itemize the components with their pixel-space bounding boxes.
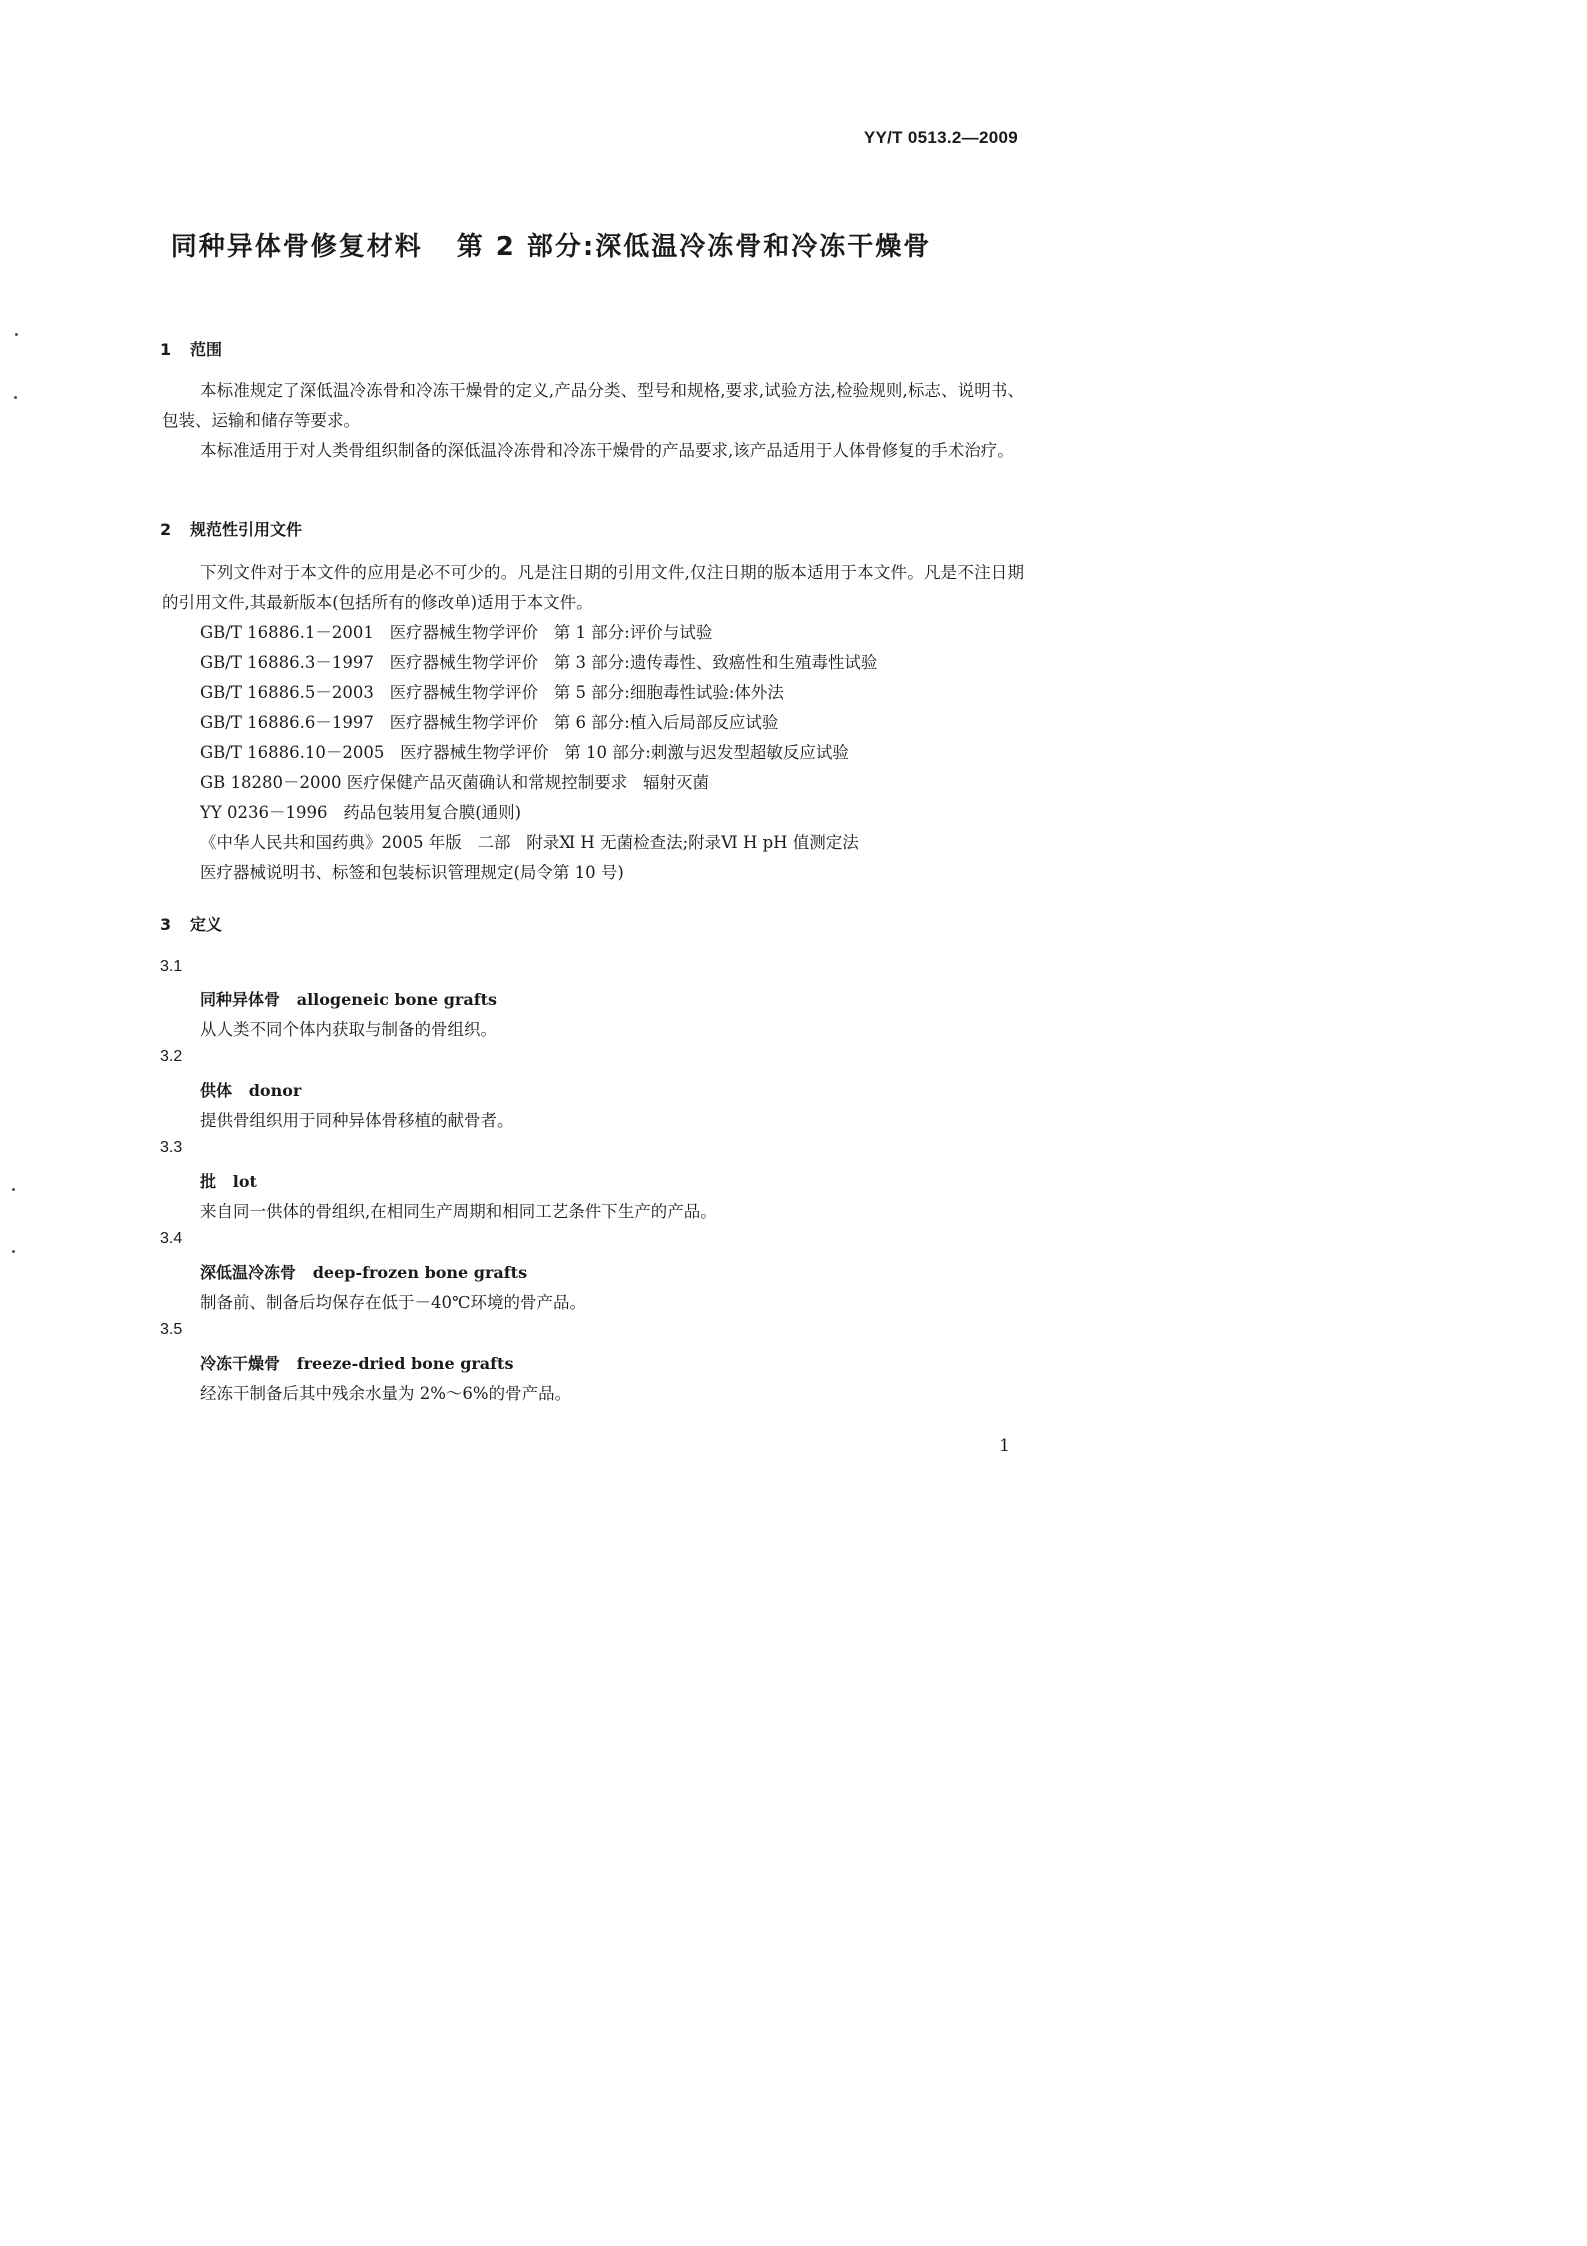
scan-speck [15,333,18,336]
section-number: 3 [160,915,172,934]
term-name [200,1078,301,1101]
term-definition: 经冻干制备后其中残余水量为 2%～6%的骨产品。 [200,1384,572,1403]
scan-speck [12,1188,15,1191]
term-name [200,1351,513,1374]
term-definition: 来自同一供体的骨组织,在相同生产周期和相同工艺条件下生产的产品。 [200,1202,717,1221]
section-1-heading [160,337,222,360]
standard-code: YY/T 0513.2—2009 [863,128,1018,147]
term-name-en: donor [248,1081,302,1100]
term-name-cn: 冷冻干燥骨 [200,1354,281,1373]
section-title: 定义 [190,915,223,934]
section-2-heading [160,517,302,540]
term-name [200,987,497,1010]
section-number: 2 [160,520,172,539]
term-name-en: allogeneic bone grafts [296,990,498,1009]
scan-speck [12,1250,15,1253]
term-name-cn: 批 [200,1172,217,1191]
reference-item: 医疗器械说明书、标签和包装标识管理规定(局令第 10 号) [200,863,624,882]
references-intro: 下列文件对于本文件的应用是必不可少的。凡是注日期的引用文件,仅注日期的版本适用于本文件。凡是不注日期的引用文件,其最新版本(包括所有的修改单)适用于本文件。 [162,563,1024,612]
term-number: 3.5 [160,1321,183,1338]
term-number: 3.4 [160,1230,183,1247]
section-3-heading [160,912,222,935]
term-definition: 从人类不同个体内获取与制备的骨组织。 [200,1020,497,1039]
scan-speck [14,396,17,399]
term-name-en: lot [232,1172,257,1191]
title-main: 同种异体骨修复材料 [170,232,423,262]
term-definition: 制备前、制备后均保存在低于－40℃环境的骨产品。 [200,1293,586,1312]
section-number: 1 [160,340,172,359]
reference-item: GB/T 16886.5－2003 医疗器械生物学评价 第 5 部分:细胞毒性试验:体外法 [200,683,784,702]
reference-item: GB/T 16886.1－2001 医疗器械生物学评价 第 1 部分:评价与试验 [200,623,713,642]
term-name-en: freeze-dried bone grafts [296,1354,514,1373]
term-name-en: deep-frozen bone grafts [312,1263,528,1282]
term-definition: 提供骨组织用于同种异体骨移植的献骨者。 [200,1111,514,1130]
term-name-cn: 深低温冷冻骨 [200,1263,297,1282]
document-title [0,226,1102,263]
scope-paragraph-2: 本标准适用于对人类骨组织制备的深低温冷冻骨和冷冻干燥骨的产品要求,该产品适用于人体骨修复的手术治疗。 [200,441,1014,460]
section-title: 范围 [190,340,223,359]
page-number: 1 [999,1436,1010,1456]
reference-item: GB 18280－2000 医疗保健产品灭菌确认和常规控制要求 辐射灭菌 [200,773,710,792]
section-title: 规范性引用文件 [190,520,303,539]
reference-item: YY 0236－1996 药品包装用复合膜(通则) [200,803,522,822]
term-name-cn: 供体 [200,1081,233,1100]
reference-list [200,618,877,888]
reference-item: GB/T 16886.6－1997 医疗器械生物学评价 第 6 部分:植入后局部反应试验 [200,713,779,732]
term-name-cn: 同种异体骨 [200,990,281,1009]
term-number: 3.3 [160,1139,183,1156]
scope-paragraph-1: 本标准规定了深低温冷冻骨和冷冻干燥骨的定义,产品分类、型号和规格,要求,试验方法,检验规则,标志、说明书、包装、运输和储存等要求。 [162,381,1024,430]
reference-item: GB/T 16886.3－1997 医疗器械生物学评价 第 3 部分:遗传毒性、致癌性和生殖毒性试验 [200,653,878,672]
term-number: 3.1 [160,958,183,975]
term-name [200,1169,257,1192]
reference-item: GB/T 16886.10－2005 医疗器械生物学评价 第 10 部分:刺激与迟发型超敏反应试验 [200,743,849,762]
title-part: 第 2 部分:深低温冷冻骨和冷冻干燥骨 [456,232,932,262]
reference-item: 《中华人民共和国药典》2005 年版 二部 附录Ⅺ H 无菌检查法;附录Ⅵ H pH 值测定法 [200,833,859,852]
term-number: 3.2 [160,1048,183,1065]
term-name [200,1260,527,1283]
